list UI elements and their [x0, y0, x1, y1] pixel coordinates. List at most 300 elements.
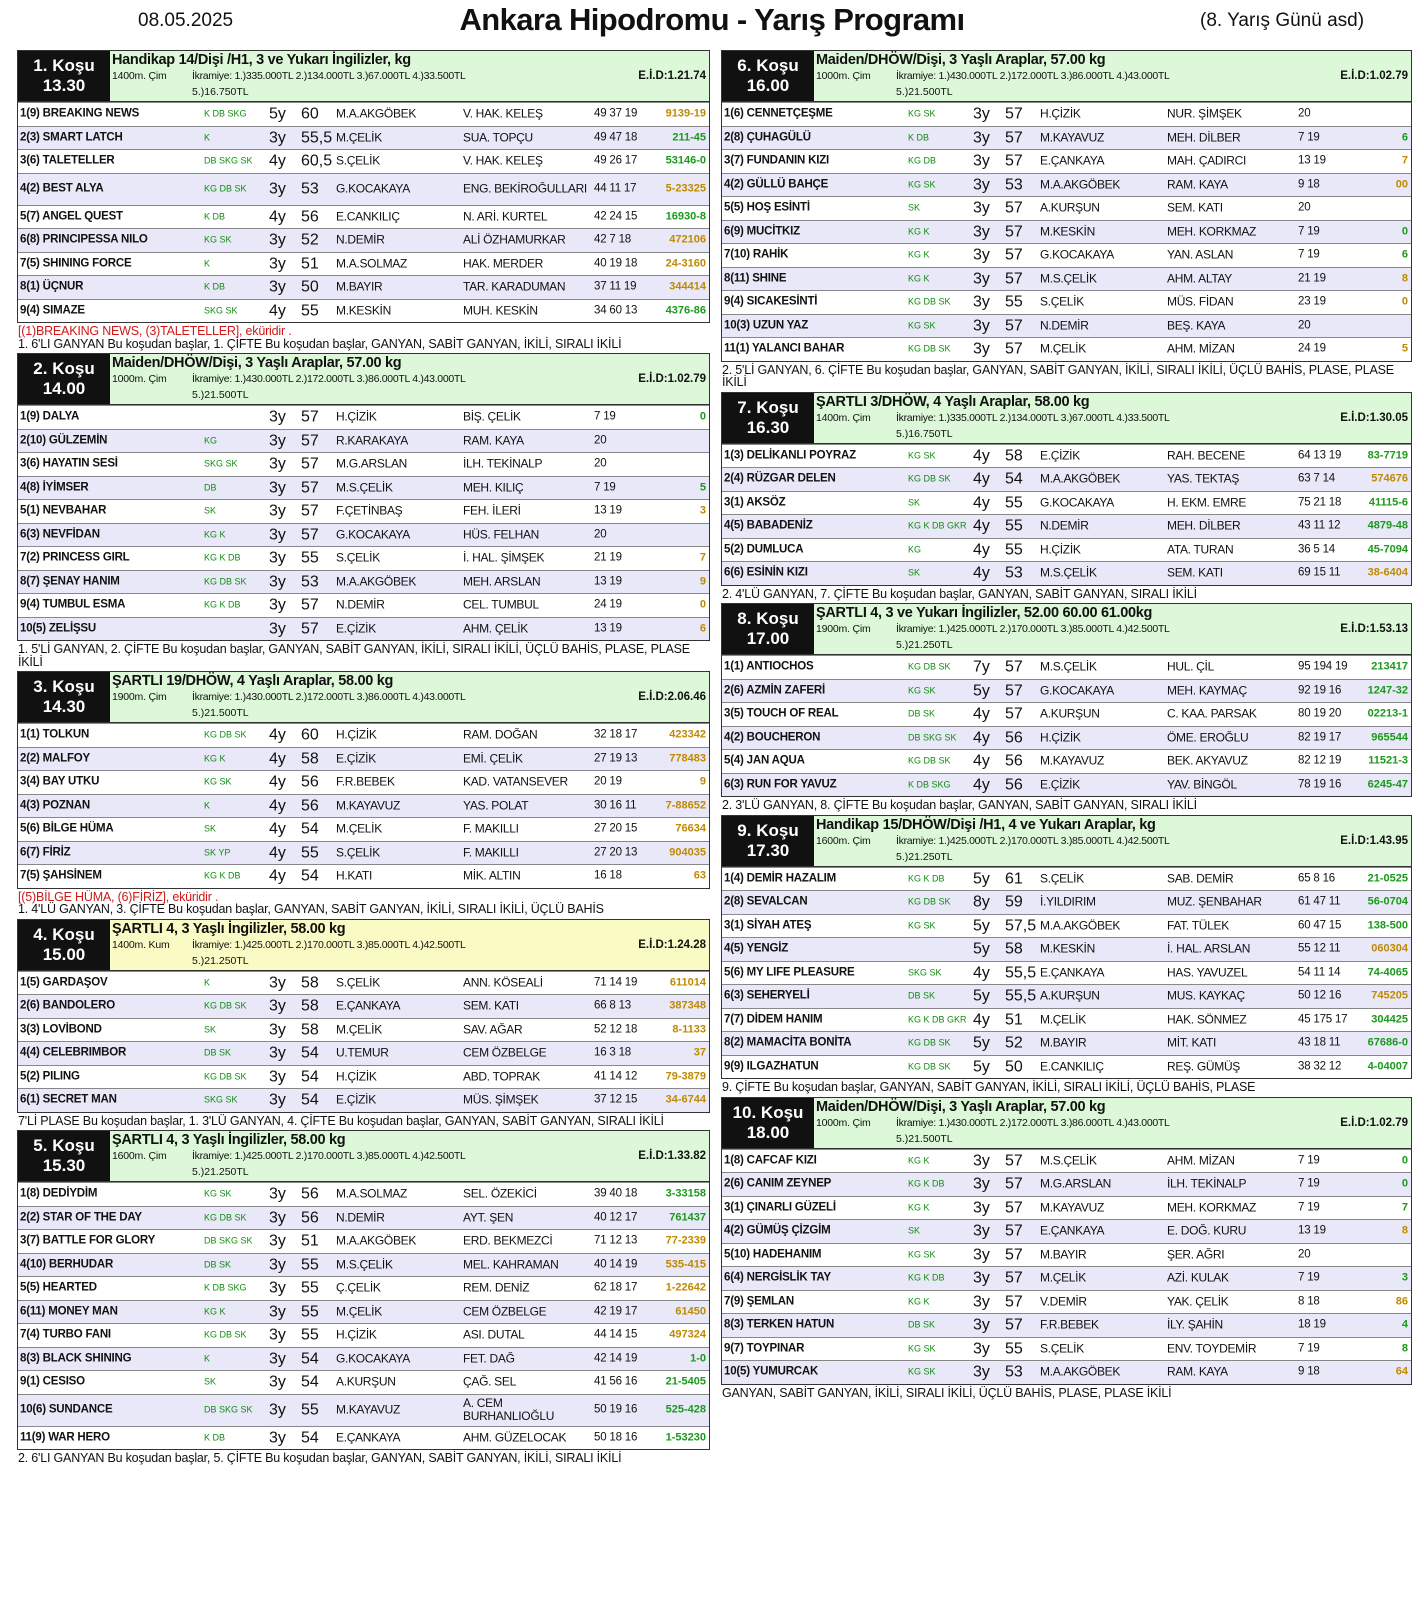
- horse-name: 6(3) NEVFİDAN: [20, 528, 100, 541]
- horse-row: [722, 314, 1411, 338]
- horse-name: 3(4) BAY UTKU: [20, 775, 100, 788]
- horse-weight: 55,5: [1005, 987, 1037, 1005]
- horse-weight: 51: [301, 1232, 319, 1250]
- horse-stats: 42 14 19: [594, 1352, 638, 1365]
- horse-age: 3y: [269, 1279, 286, 1297]
- trainer-name: AYT. ŞEN: [463, 1210, 514, 1225]
- jockey-name: M.S.ÇELİK: [1040, 565, 1097, 580]
- horse-row: [18, 452, 709, 476]
- horse-weight: 57: [1005, 1175, 1023, 1193]
- horse-form: 4: [1401, 1318, 1408, 1331]
- horse-equipment: KG: [204, 435, 218, 446]
- jockey-name: G.KOCAKAYA: [1040, 247, 1114, 262]
- race-info: [110, 354, 709, 404]
- horse-age: 3y: [973, 223, 990, 241]
- jockey-name: M.G.ARSLAN: [1040, 1176, 1112, 1191]
- horse-stats: 20: [1298, 319, 1311, 332]
- horse-weight: 56: [301, 1209, 319, 1227]
- jockey-name: H.ÇİZİK: [336, 1327, 377, 1342]
- horse-table: [721, 444, 1412, 586]
- race-prize-5th: 5.)16.750TL: [896, 427, 953, 440]
- horse-row: [18, 723, 709, 747]
- horse-equipment: KG SK: [908, 1343, 936, 1354]
- horse-stats: 36 5 14: [1298, 543, 1335, 556]
- trainer-name: İLH. TEKİNALP: [1167, 1176, 1247, 1191]
- horse-stats: 7 19: [1298, 1154, 1320, 1167]
- horse-table: [17, 405, 710, 641]
- horse-form: 1247-32: [1367, 684, 1408, 697]
- horse-age: 3y: [269, 1303, 286, 1321]
- horse-name: 4(2) BEST ALYA: [20, 182, 104, 195]
- horse-form: 497324: [669, 1328, 706, 1341]
- horse-equipment: KG SK: [908, 108, 936, 119]
- horse-equipment: DB SK: [908, 990, 936, 1001]
- horse-form: 8-1133: [672, 1023, 706, 1036]
- horse-weight: 55: [301, 1303, 319, 1321]
- horse-stats: 9 18: [1298, 1365, 1320, 1378]
- horse-age: 5y: [973, 940, 990, 958]
- horse-row: [18, 1206, 709, 1230]
- race-info: [110, 51, 709, 101]
- horse-stats: 92 19 16: [1298, 684, 1342, 697]
- horse-name: 1(1) TOLKUN: [20, 728, 90, 741]
- horse-weight: 54: [301, 820, 319, 838]
- horse-name: 3(7) FUNDANIN KIZI: [724, 154, 830, 167]
- horse-row: [722, 773, 1411, 797]
- horse-equipment: KG K DB GKR: [908, 520, 967, 531]
- horse-name: 8(7) ŞENAY HANIM: [20, 575, 120, 588]
- race-distance: 1000m. Çim: [112, 373, 167, 385]
- race-record-time: E.İ.D:1.21.74: [638, 70, 706, 82]
- race-info: [814, 816, 1411, 866]
- jockey-name: E.ÇANKAYA: [1040, 1223, 1105, 1238]
- trainer-name: RAM. KAYA: [1167, 177, 1228, 192]
- horse-equipment: KG DB SK: [204, 183, 247, 194]
- horse-table: [17, 971, 710, 1113]
- horse-stats: 54 11 14: [1298, 966, 1341, 979]
- horse-age: 8y: [973, 893, 990, 911]
- coupled-entry-note: [(5)BİLGE HÜMA, (6)FİRİZ], eküridir .: [18, 889, 219, 904]
- horse-weight: 57: [1005, 682, 1023, 700]
- horse-row: [722, 1360, 1411, 1384]
- horse-stats: 71 12 13: [594, 1234, 638, 1247]
- jockey-name: N.DEMİR: [1040, 318, 1089, 333]
- horse-row: [18, 747, 709, 771]
- horse-weight: 50: [301, 278, 319, 296]
- jockey-name: İ.YILDIRIM: [1040, 894, 1096, 909]
- horse-name: 5(10) HADEHANIM: [724, 1248, 822, 1261]
- horse-equipment: KG: [908, 544, 922, 555]
- horse-stats: 9 18: [1298, 178, 1320, 191]
- trainer-name: YAS. TEKTAŞ: [1167, 471, 1240, 486]
- race-bet-note: [17, 1113, 710, 1131]
- horse-row: [722, 173, 1411, 197]
- jockey-name: M.ÇELİK: [336, 1304, 382, 1319]
- horse-form: 0: [1401, 1154, 1408, 1167]
- horse-equipment: SK: [908, 567, 921, 578]
- horse-equipment: KG DB SK: [908, 1061, 951, 1072]
- trainer-name: MÜS. ŞİMŞEK: [463, 1092, 539, 1107]
- horse-weight: 55: [1005, 1340, 1023, 1358]
- horse-name: 3(5) TOUCH OF REAL: [724, 707, 839, 720]
- race-prize: İkramiye: 1.)425.000TL 2.)170.000TL 3.)85.000TL 4.)42.500TL: [896, 623, 1170, 635]
- horse-row: [18, 841, 709, 865]
- horse-equipment: DB SK: [204, 1259, 232, 1270]
- horse-age: 3y: [973, 1293, 990, 1311]
- jockey-name: E.ÇİZİK: [336, 1092, 376, 1107]
- jockey-name: M.S.ÇELİK: [336, 480, 393, 495]
- jockey-name: M.G.ARSLAN: [336, 456, 408, 471]
- horse-stats: 69 15 11: [1298, 566, 1341, 579]
- horse-equipment: KG DB SK: [204, 1000, 247, 1011]
- trainer-name: ÖME. EROĞLU: [1167, 730, 1249, 745]
- horse-equipment: K DB SKG: [204, 108, 247, 119]
- horse-name: 4(8) İYİMSER: [20, 481, 89, 494]
- horse-equipment: KG SK: [908, 450, 936, 461]
- race-prize: İkramiye: 1.)430.000TL 2.)172.000TL 3.)86.000TL 4.)43.000TL: [192, 373, 466, 385]
- horse-form: 3: [1401, 1271, 1408, 1284]
- trainer-name: SEM. KATI: [463, 998, 519, 1013]
- jockey-name: E.ÇANKAYA: [1040, 965, 1105, 980]
- horse-form: 79-3879: [665, 1070, 706, 1083]
- trainer-name: FET. DAĞ: [463, 1351, 515, 1366]
- jockey-name: M.ÇELİK: [336, 821, 382, 836]
- horse-age: 4y: [973, 705, 990, 723]
- horse-form: 4879-48: [1367, 519, 1408, 532]
- race-number-box: [722, 393, 814, 443]
- horse-age: 3y: [269, 1044, 286, 1062]
- horse-form: 9139-19: [665, 107, 706, 120]
- horse-equipment: KG K DB: [908, 1272, 945, 1283]
- horse-equipment: KG SK: [204, 776, 232, 787]
- jockey-name: S.ÇELİK: [336, 975, 380, 990]
- horse-stats: 60 47 15: [1298, 919, 1342, 932]
- horse-equipment: K: [204, 1353, 211, 1364]
- race-block: [721, 50, 1412, 392]
- horse-equipment: SKG SK: [204, 458, 238, 469]
- horse-name: 5(2) DUMLUCA: [724, 543, 804, 556]
- horse-name: 4(5) YENGİZ: [724, 942, 789, 955]
- horse-name: 5(5) HEARTED: [20, 1281, 97, 1294]
- horse-name: 2(6) CANIM ZEYNEP: [724, 1177, 832, 1190]
- horse-stats: 80 19 20: [1298, 707, 1342, 720]
- horse-weight: 57,5: [1005, 917, 1037, 935]
- race-block: [17, 50, 710, 353]
- horse-form: 00: [1395, 178, 1408, 191]
- horse-weight: 57: [301, 502, 319, 520]
- jockey-name: H.ÇİZİK: [1040, 730, 1081, 745]
- horse-age: 3y: [973, 317, 990, 335]
- bet-types: 1. 6'LI GANYAN Bu koşudan başlar, 1. ÇİFTE Bu koşudan başlar, GANYAN, SABİT GANYAN, İKİLİ, SIRALI İKİLİ: [18, 336, 622, 351]
- horse-name: 1(5) GARDAŞOV: [20, 976, 108, 989]
- jockey-name: E.ÇANKAYA: [336, 1430, 401, 1445]
- trainer-name: YAN. ASLAN: [1167, 247, 1234, 262]
- trainer-name: CEL. TUMBUL: [463, 597, 539, 612]
- horse-row: [722, 1337, 1411, 1361]
- race-number-box: [722, 604, 814, 654]
- trainer-name: MUZ. ŞENBAHAR: [1167, 894, 1262, 909]
- horse-weight: 57: [301, 408, 319, 426]
- horse-name: 2(3) SMART LATCH: [20, 131, 123, 144]
- horse-weight: 55: [301, 1279, 319, 1297]
- horse-name: 11(9) WAR HERO: [20, 1431, 110, 1444]
- trainer-name: HAK. MERDER: [463, 256, 544, 271]
- horse-form: 83-7719: [1367, 449, 1408, 462]
- horse-stats: 44 14 15: [594, 1328, 638, 1341]
- horse-equipment: SK YP: [204, 847, 231, 858]
- race-prize-5th: 5.)21.500TL: [896, 86, 953, 98]
- horse-stats: 75 21 18: [1298, 496, 1342, 509]
- horse-name: 2(4) RÜZGAR DELEN: [724, 472, 836, 485]
- horse-form: 535-415: [665, 1258, 706, 1271]
- race-prize-5th: 5.)21.250TL: [896, 850, 953, 863]
- race-header: [721, 603, 1412, 655]
- horse-stats: 37 11 19: [594, 280, 637, 293]
- horse-name: 8(3) BLACK SHINING: [20, 1352, 132, 1365]
- horse-age: 3y: [973, 199, 990, 217]
- horse-age: 3y: [269, 432, 286, 450]
- horse-form: 34-6744: [665, 1093, 706, 1106]
- horse-form: 6: [1401, 248, 1408, 261]
- horse-equipment: K: [204, 132, 211, 143]
- horse-stats: 30 16 11: [594, 799, 637, 812]
- horse-equipment: SK: [204, 1376, 217, 1387]
- jockey-name: M.A.AKGÖBEK: [1040, 1364, 1121, 1379]
- horse-name: 4(3) POZNAN: [20, 799, 91, 812]
- trainer-name: A. CEM BURHANLIOĞLU: [463, 1396, 555, 1423]
- horse-stats: 42 19 17: [594, 1305, 638, 1318]
- horse-form: 387348: [669, 999, 706, 1012]
- horse-stats: 64 13 19: [1298, 449, 1342, 462]
- horse-equipment: KG K: [908, 1202, 930, 1213]
- horse-equipment: KG K: [908, 226, 930, 237]
- jockey-name: G.KOCAKAYA: [1040, 683, 1114, 698]
- jockey-name: M.KESKİN: [1040, 941, 1095, 956]
- horse-name: 5(2) PILING: [20, 1070, 80, 1083]
- horse-weight: 56: [1005, 729, 1023, 747]
- race-prize-5th: 5.)21.500TL: [192, 707, 249, 719]
- trainer-name: SUA. TOPÇU: [463, 130, 533, 145]
- horse-age: 3y: [269, 549, 286, 567]
- horse-form: 965544: [1371, 731, 1408, 744]
- horse-name: 1(4) DEMİR HAZALIM: [724, 872, 837, 885]
- horse-row: [722, 1172, 1411, 1196]
- horse-age: 4y: [269, 797, 286, 815]
- horse-row: [18, 173, 709, 205]
- horse-form: 6245-47: [1367, 778, 1408, 791]
- race-title: Handikap 15/DHÖW/Dişi /H1, 4 ve Yukarı Araplar, kg: [816, 816, 1156, 833]
- right-column: [721, 50, 1412, 1402]
- race-info: [110, 672, 709, 722]
- jockey-name: M.S.ÇELİK: [1040, 271, 1097, 286]
- horse-name: 5(1) NEVBAHAR: [20, 504, 107, 517]
- horse-form: 21-5405: [665, 1375, 706, 1388]
- trainer-name: HUL. ÇİL: [1167, 659, 1214, 674]
- horse-row: [18, 499, 709, 523]
- race-prize-5th: 5.)21.500TL: [192, 389, 249, 401]
- horse-age: 3y: [973, 176, 990, 194]
- horse-row: [18, 1182, 709, 1206]
- horse-form: 67686-0: [1367, 1036, 1408, 1049]
- race-block: [721, 603, 1412, 815]
- horse-weight: 53: [1005, 564, 1023, 582]
- race-number-box: [18, 354, 110, 404]
- jockey-name: M.ÇELİK: [336, 130, 382, 145]
- trainer-name: İLY. ŞAHİN: [1167, 1317, 1223, 1332]
- horse-row: [722, 514, 1411, 538]
- race-time: 13.30: [42, 76, 86, 95]
- trainer-name: MEH. DİLBER: [1167, 518, 1241, 533]
- race-header: [721, 50, 1412, 102]
- horse-equipment: KG K: [908, 1296, 930, 1307]
- race-header: [17, 50, 710, 102]
- horse-weight: 57: [1005, 1316, 1023, 1334]
- horse-equipment: SK: [204, 823, 217, 834]
- jockey-name: H.ÇİZİK: [1040, 106, 1081, 121]
- horse-weight: 56: [301, 797, 319, 815]
- jockey-name: M.KESKİN: [1040, 224, 1095, 239]
- horse-row: [18, 1394, 709, 1426]
- horse-stats: 63 7 14: [1298, 472, 1335, 485]
- horse-age: 3y: [269, 997, 286, 1015]
- horse-form: 37: [693, 1046, 706, 1059]
- trainer-name: AHM. MİZAN: [1167, 341, 1235, 356]
- race-number-box: [722, 51, 814, 101]
- horse-row: [722, 102, 1411, 126]
- race-time: 14.00: [42, 379, 86, 398]
- horse-age: 3y: [973, 1316, 990, 1334]
- trainer-name: ŞER. AĞRI: [1167, 1247, 1225, 1262]
- horse-row: [18, 429, 709, 453]
- race-info: [814, 393, 1411, 443]
- horse-weight: 55,5: [1005, 964, 1037, 982]
- horse-equipment: KG K DB GKR: [908, 1014, 967, 1025]
- race-prize: İkramiye: 1.)430.000TL 2.)172.000TL 3.)86.000TL 4.)43.000TL: [896, 1116, 1170, 1129]
- horse-weight: 59: [1005, 893, 1023, 911]
- horse-stats: 7 19: [1298, 248, 1320, 261]
- horse-equipment: K DB: [908, 132, 930, 143]
- horse-weight: 57: [1005, 129, 1023, 147]
- horse-weight: 54: [301, 1373, 319, 1391]
- jockey-name: A.KURŞUN: [1040, 200, 1100, 215]
- horse-age: 3y: [973, 1175, 990, 1193]
- horse-equipment: KG SK: [908, 179, 936, 190]
- horse-weight: 53: [301, 180, 319, 198]
- race-prize: İkramiye: 1.)425.000TL 2.)170.000TL 3.)85.000TL 4.)42.500TL: [192, 1150, 466, 1162]
- race-record-time: E.İ.D:2.06.46: [638, 691, 706, 703]
- race-title: Maiden/DHÖW/Dişi, 3 Yaşlı Araplar, 57.00 kg: [816, 1098, 1106, 1115]
- horse-equipment: K DB SKG: [908, 779, 951, 790]
- horse-stats: 49 47 18: [594, 131, 638, 144]
- horse-name: 1(6) CENNETÇEŞME: [724, 107, 833, 120]
- horse-equipment: DB SKG SK: [204, 1404, 253, 1415]
- trainer-name: AHM. GÜZELOCAK: [463, 1430, 567, 1445]
- horse-weight: 58: [301, 974, 319, 992]
- horse-age: 4y: [973, 541, 990, 559]
- horse-row: [18, 523, 709, 547]
- horse-stats: 20: [594, 528, 607, 541]
- horse-form: 4-04007: [1367, 1060, 1408, 1073]
- trainer-name: BİŞ. ÇELİK: [463, 409, 521, 424]
- horse-form: 6: [699, 622, 706, 635]
- trainer-name: F. MAKILLI: [463, 821, 519, 836]
- horse-form: 0: [1401, 225, 1408, 238]
- horse-stats: 20: [1298, 107, 1311, 120]
- race-record-time: E.İ.D:1.02.79: [638, 373, 706, 385]
- horse-stats: 7 19: [1298, 1201, 1320, 1214]
- horse-weight: 58: [1005, 447, 1023, 465]
- horse-stats: 7 19: [594, 481, 616, 494]
- horse-form: 21-0525: [1367, 872, 1408, 885]
- race-time: 15.30: [42, 1156, 86, 1175]
- horse-equipment: DB SK: [204, 1047, 232, 1058]
- horse-stats: 40 14 19: [594, 1258, 638, 1271]
- jockey-name: F.R.BEBEK: [1040, 1317, 1099, 1332]
- horse-stats: 8 18: [1298, 1295, 1320, 1308]
- coupled-entry-note: [(1)BREAKING NEWS, (3)TALETELLER], eküridir .: [18, 324, 292, 338]
- bet-types: 1. 4'LÜ GANYAN, 3. ÇİFTE Bu koşudan başlar, GANYAN, SABİT GANYAN, İKİLİ, SIRALI İKİLİ, ÜÇLÜ BAHİS: [18, 902, 604, 916]
- horse-name: 1(1) ANTIOCHOS: [724, 660, 814, 673]
- horse-age: 3y: [269, 1401, 286, 1419]
- race-title: Maiden/DHÖW/Dişi, 3 Yaşlı Araplar, 57.00 kg: [816, 52, 1106, 68]
- horse-row: [18, 1276, 709, 1300]
- horse-name: 6(4) NERGİSLİK TAY: [724, 1271, 831, 1284]
- horse-form: 7: [699, 551, 706, 564]
- race-prize: İkramiye: 1.)430.000TL 2.)172.000TL 3.)86.000TL 4.)43.000TL: [192, 691, 466, 703]
- horse-name: 8(1) ÜÇNUR: [20, 280, 84, 293]
- trainer-name: KAD. VATANSEVER: [463, 774, 568, 789]
- horse-row: [722, 749, 1411, 773]
- horse-age: 3y: [269, 974, 286, 992]
- horse-age: 3y: [269, 180, 286, 198]
- horse-weight: 57: [301, 526, 319, 544]
- horse-equipment: SKG SK: [908, 967, 942, 978]
- race-distance: 1600m. Çim: [112, 1150, 167, 1162]
- horse-equipment: SK: [908, 202, 921, 213]
- horse-age: 3y: [269, 502, 286, 520]
- horse-age: 3y: [269, 573, 286, 591]
- horse-weight: 57: [1005, 1293, 1023, 1311]
- race-number-box: [18, 51, 110, 101]
- horse-age: 3y: [269, 596, 286, 614]
- horse-row: [18, 205, 709, 229]
- horse-weight: 61: [1005, 870, 1023, 888]
- horse-age: 4y: [973, 470, 990, 488]
- horse-row: [18, 971, 709, 995]
- race-header: [17, 1130, 710, 1182]
- horse-row: [18, 794, 709, 818]
- trainer-name: ASI. DUTAL: [463, 1327, 525, 1342]
- race-prize-5th: 5.)21.250TL: [192, 1166, 249, 1178]
- jockey-name: S.ÇELİK: [336, 550, 380, 565]
- horse-age: 3y: [269, 1326, 286, 1344]
- horse-equipment: KG K: [908, 273, 930, 284]
- race-prize-5th: 5.)16.750TL: [192, 86, 249, 98]
- horse-weight: 54: [301, 1091, 319, 1109]
- horse-equipment: SK: [204, 1024, 217, 1035]
- horse-age: 4y: [269, 867, 286, 885]
- horse-age: 5y: [973, 987, 990, 1005]
- horse-weight: 54: [301, 1068, 319, 1086]
- horse-name: 2(6) AZMİN ZAFERİ: [724, 684, 825, 697]
- horse-age: 4y: [973, 752, 990, 770]
- horse-stats: 32 18 17: [594, 728, 638, 741]
- horse-age: 4y: [269, 208, 286, 226]
- jockey-name: A.KURŞUN: [1040, 706, 1100, 721]
- horse-equipment: K DB SKG: [204, 1282, 247, 1293]
- trainer-name: TAR. KARADUMAN: [463, 279, 566, 294]
- horse-row: [18, 228, 709, 252]
